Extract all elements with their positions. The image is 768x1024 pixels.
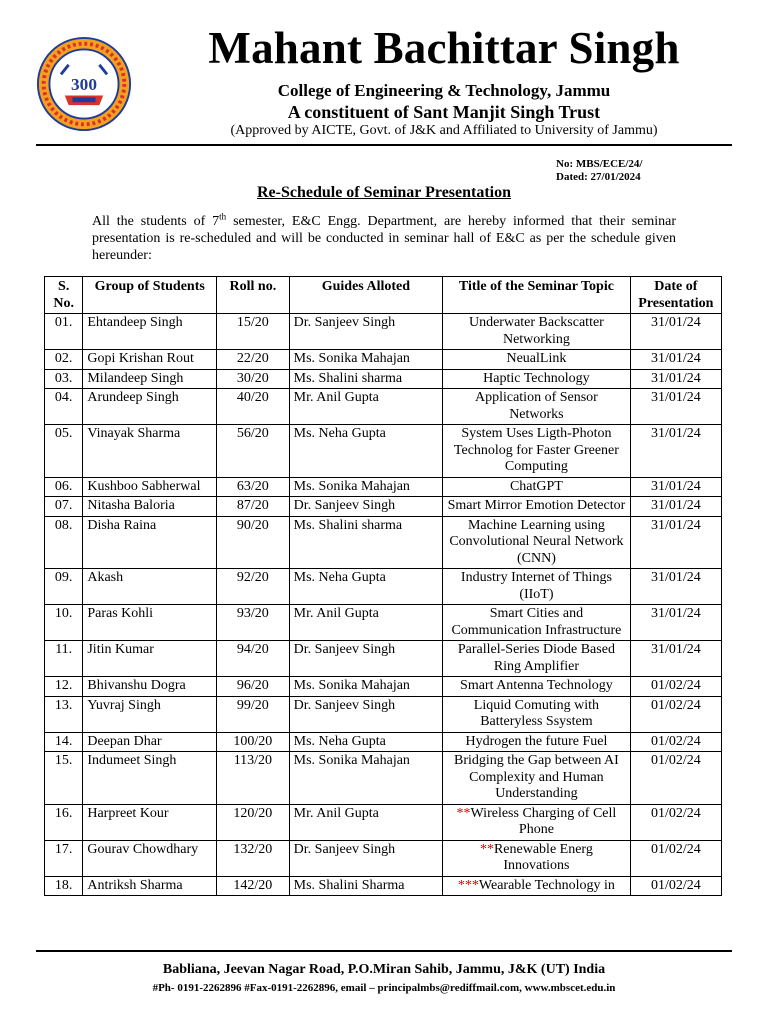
table-row bbox=[45, 425, 722, 478]
cell-roll-no: 96/20 bbox=[217, 677, 290, 697]
intro-paragraph bbox=[92, 213, 676, 264]
college-subtitle: College of Engineering & Technology, Jammu bbox=[277, 81, 611, 100]
topic-text: Smart Antenna Technology bbox=[460, 678, 613, 693]
topic-text: Renewable Energ Innovations bbox=[493, 841, 593, 873]
cell-topic bbox=[443, 497, 631, 517]
topic-text: Bridging the Gap between AI Complexity and Human Understanding bbox=[453, 753, 619, 801]
cell-topic bbox=[443, 569, 631, 605]
topic-text: Wireless Charging of Cell Phone bbox=[470, 805, 617, 837]
topic-text: ChatGPT bbox=[509, 478, 563, 494]
cell-date: 31/01/24 bbox=[630, 605, 721, 641]
cell-student-name: Milandeep Singh bbox=[83, 369, 217, 389]
cell-guide: Ms. Sonika Mahajan bbox=[289, 350, 442, 370]
cell-roll-no: 63/20 bbox=[217, 477, 290, 497]
cell-guide: Ms. Sonika Mahajan bbox=[289, 677, 442, 697]
table-row bbox=[45, 605, 722, 641]
cell-guide: Ms. Shalini sharma bbox=[289, 369, 442, 389]
cell-date: 31/01/24 bbox=[630, 477, 721, 497]
reference-number: No: MBS/ECE/24/ bbox=[556, 158, 643, 170]
cell-student-name: Akash bbox=[83, 569, 217, 605]
cell-date: 31/01/24 bbox=[630, 569, 721, 605]
table-row bbox=[45, 314, 722, 350]
table-row bbox=[45, 369, 722, 389]
table-row bbox=[45, 876, 722, 896]
cell-serial-no: 13. bbox=[45, 696, 83, 732]
cell-roll-no: 120/20 bbox=[217, 804, 290, 840]
topic-text: NeualLink bbox=[506, 351, 567, 366]
cell-topic bbox=[443, 732, 631, 752]
cell-serial-no: 10. bbox=[45, 605, 83, 641]
cell-serial-no: 07. bbox=[45, 497, 83, 517]
cell-date: 01/02/24 bbox=[630, 677, 721, 697]
cell-serial-no: 14. bbox=[45, 732, 83, 752]
topic-text: Haptic Technology bbox=[483, 370, 590, 386]
cell-guide: Mr. Anil Gupta bbox=[289, 389, 442, 425]
cell-topic bbox=[443, 350, 631, 370]
approval-line: (Approved by AICTE, Govt. of J&K and Affiliated to University of Jammu) bbox=[230, 123, 658, 138]
topic-text: Parallel-Series Diode Based Ring Amplifier bbox=[457, 642, 615, 674]
table-row bbox=[45, 732, 722, 752]
cell-guide: Ms. Shalini Sharma bbox=[289, 876, 442, 896]
cell-topic bbox=[443, 840, 631, 876]
cell-guide: Ms. Shalini sharma bbox=[289, 516, 442, 569]
header-divider bbox=[36, 144, 732, 146]
footer-contact: #Ph- 0191-2262896 #Fax-0191-2262896, email – principalmbs@rediffmail.com, www.mbscet.edu.in bbox=[152, 982, 616, 994]
cell-roll-no: 94/20 bbox=[217, 641, 290, 677]
table-row bbox=[45, 477, 722, 497]
cell-guide: Ms. Sonika Mahajan bbox=[289, 477, 442, 497]
cell-roll-no: 15/20 bbox=[217, 314, 290, 350]
cell-date: 31/01/24 bbox=[630, 350, 721, 370]
cell-student-name: Arundeep Singh bbox=[83, 389, 217, 425]
table-row bbox=[45, 804, 722, 840]
cell-roll-no: 99/20 bbox=[217, 696, 290, 732]
cell-topic bbox=[443, 389, 631, 425]
cell-serial-no: 02. bbox=[45, 350, 83, 370]
cell-roll-no: 92/20 bbox=[217, 569, 290, 605]
table-row bbox=[45, 516, 722, 569]
reference-date: Dated: 27/01/2024 bbox=[556, 171, 641, 183]
cell-student-name: Bhivanshu Dogra bbox=[83, 677, 217, 697]
cell-student-name: Paras Kohli bbox=[83, 605, 217, 641]
cell-student-name: Kushboo Sabherwal bbox=[83, 477, 217, 497]
cell-serial-no: 11. bbox=[45, 641, 83, 677]
cell-roll-no: 87/20 bbox=[217, 497, 290, 517]
topic-text: Industry Internet of Things (IIoT) bbox=[460, 570, 612, 602]
cell-student-name: Antriksh Sharma bbox=[83, 876, 217, 896]
cell-serial-no: 15. bbox=[45, 752, 83, 805]
table-row bbox=[45, 840, 722, 876]
topic-text: System Uses Ligth-Photon Technolog for Faster Greener Computing bbox=[453, 426, 619, 474]
cell-date: 01/02/24 bbox=[630, 876, 721, 896]
header-roll-no: Roll no. bbox=[217, 277, 290, 314]
cell-roll-no: 22/20 bbox=[217, 350, 290, 370]
letterhead bbox=[0, 0, 768, 150]
table-header-row bbox=[45, 277, 722, 314]
priority-marker: ** bbox=[479, 841, 494, 857]
cell-student-name: Gopi Krishan Rout bbox=[83, 350, 217, 370]
cell-serial-no: 01. bbox=[45, 314, 83, 350]
cell-roll-no: 113/20 bbox=[217, 752, 290, 805]
cell-guide: Ms. Neha Gupta bbox=[289, 425, 442, 478]
cell-date: 01/02/24 bbox=[630, 696, 721, 732]
trust-subtitle: A constituent of Sant Manjit Singh Trust bbox=[287, 102, 601, 122]
table-row bbox=[45, 641, 722, 677]
topic-text: Wearable Technology in bbox=[478, 877, 615, 893]
cell-topic bbox=[443, 641, 631, 677]
cell-roll-no: 56/20 bbox=[217, 425, 290, 478]
cell-date: 31/01/24 bbox=[630, 314, 721, 350]
cell-date: 01/02/24 bbox=[630, 732, 721, 752]
cell-roll-no: 30/20 bbox=[217, 369, 290, 389]
cell-student-name: Indumeet Singh bbox=[83, 752, 217, 805]
cell-date: 31/01/24 bbox=[630, 369, 721, 389]
header-guides: Guides Alloted bbox=[289, 277, 442, 314]
cell-serial-no: 09. bbox=[45, 569, 83, 605]
footer-address: Babliana, Jeevan Nagar Road, P.O.Miran Sahib, Jammu, J&K (UT) India bbox=[162, 962, 606, 977]
cell-date: 31/01/24 bbox=[630, 497, 721, 517]
cell-date: 01/02/24 bbox=[630, 804, 721, 840]
intro-text-end: semester, E&C Engg. Department, are hereby informed that their seminar presentation is re-scheduled and will be conducted in seminar hall of E&C as per the schedule given hereunder: bbox=[92, 214, 677, 263]
topic-text: Smart Mirror Emotion Detector bbox=[447, 498, 626, 513]
cell-serial-no: 17. bbox=[45, 840, 83, 876]
header-group: Group of Students bbox=[83, 277, 217, 314]
table-row bbox=[45, 350, 722, 370]
topic-text: Hydrogen the future Fuel bbox=[465, 733, 608, 749]
cell-topic bbox=[443, 369, 631, 389]
cell-roll-no: 142/20 bbox=[217, 876, 290, 896]
table-row bbox=[45, 497, 722, 517]
cell-student-name: Ehtandeep Singh bbox=[83, 314, 217, 350]
cell-guide: Ms. Neha Gupta bbox=[289, 732, 442, 752]
table-row bbox=[45, 696, 722, 732]
cell-serial-no: 03. bbox=[45, 369, 83, 389]
cell-student-name: Harpreet Kour bbox=[83, 804, 217, 840]
header-date: Date of Presentation bbox=[630, 277, 721, 314]
cell-date: 31/01/24 bbox=[630, 389, 721, 425]
cell-guide: Dr. Sanjeev Singh bbox=[289, 840, 442, 876]
cell-student-name: Deepan Dhar bbox=[83, 732, 217, 752]
cell-topic bbox=[443, 876, 631, 896]
intro-text-start: All the students of 7 bbox=[92, 214, 220, 229]
footer-divider bbox=[36, 950, 732, 952]
cell-guide: Ms. Neha Gupta bbox=[289, 569, 442, 605]
header-serial-no: S. No. bbox=[45, 277, 83, 314]
cell-serial-no: 05. bbox=[45, 425, 83, 478]
cell-topic bbox=[443, 425, 631, 478]
topic-text: Liquid Comuting with Batteryless Ssystem bbox=[473, 697, 600, 729]
table-row bbox=[45, 752, 722, 805]
cell-student-name: Gourav Chowdhary bbox=[83, 840, 217, 876]
table-row bbox=[45, 677, 722, 697]
cell-roll-no: 132/20 bbox=[217, 840, 290, 876]
notice-title: Re-Schedule of Seminar Presentation bbox=[256, 184, 512, 201]
cell-roll-no: 93/20 bbox=[217, 605, 290, 641]
table-row bbox=[45, 389, 722, 425]
cell-serial-no: 16. bbox=[45, 804, 83, 840]
cell-student-name: Yuvraj Singh bbox=[83, 696, 217, 732]
cell-date: 31/01/24 bbox=[630, 516, 721, 569]
topic-text: Application of Sensor Networks bbox=[474, 390, 598, 422]
cell-guide: Dr. Sanjeev Singh bbox=[289, 497, 442, 517]
cell-roll-no: 40/20 bbox=[217, 389, 290, 425]
cell-student-name: Vinayak Sharma bbox=[83, 425, 217, 478]
cell-serial-no: 04. bbox=[45, 389, 83, 425]
cell-date: 01/02/24 bbox=[630, 752, 721, 805]
cell-guide: Dr. Sanjeev Singh bbox=[289, 696, 442, 732]
topic-text: Underwater Backscatter Networking bbox=[468, 315, 604, 347]
cell-student-name: Nitasha Baloria bbox=[83, 497, 217, 517]
cell-student-name: Jitin Kumar bbox=[83, 641, 217, 677]
header-topic: Title of the Seminar Topic bbox=[443, 277, 631, 314]
cell-guide: Ms. Sonika Mahajan bbox=[289, 752, 442, 805]
cell-serial-no: 18. bbox=[45, 876, 83, 896]
logo-number: 300 bbox=[71, 74, 97, 94]
cell-guide: Mr. Anil Gupta bbox=[289, 804, 442, 840]
cell-serial-no: 08. bbox=[45, 516, 83, 569]
cell-serial-no: 12. bbox=[45, 677, 83, 697]
cell-topic bbox=[443, 477, 631, 497]
institute-name: Mahant Bachittar Singh bbox=[208, 23, 680, 73]
cell-student-name: Disha Raina bbox=[83, 516, 217, 569]
cell-date: 01/02/24 bbox=[630, 840, 721, 876]
cell-topic bbox=[443, 605, 631, 641]
cell-topic bbox=[443, 804, 631, 840]
priority-marker: *** bbox=[457, 877, 479, 893]
seminar-schedule-table bbox=[44, 276, 722, 896]
table-body bbox=[45, 314, 722, 896]
cell-serial-no: 06. bbox=[45, 477, 83, 497]
cell-topic bbox=[443, 516, 631, 569]
cell-guide: Mr. Anil Gupta bbox=[289, 605, 442, 641]
cell-roll-no: 100/20 bbox=[217, 732, 290, 752]
cell-topic bbox=[443, 696, 631, 732]
cell-guide: Dr. Sanjeev Singh bbox=[289, 641, 442, 677]
table-row bbox=[45, 569, 722, 605]
cell-topic bbox=[443, 677, 631, 697]
priority-marker: ** bbox=[456, 805, 471, 821]
cell-roll-no: 90/20 bbox=[217, 516, 290, 569]
intro-superscript: th bbox=[219, 211, 227, 222]
topic-text: Smart Cities and Communication Infrastructure bbox=[451, 606, 622, 638]
topic-text: Machine Learning using Convolutional Neural Network (CNN) bbox=[449, 517, 624, 566]
cell-guide: Dr. Sanjeev Singh bbox=[289, 314, 442, 350]
cell-topic bbox=[443, 314, 631, 350]
cell-date: 31/01/24 bbox=[630, 425, 721, 478]
cell-date: 31/01/24 bbox=[630, 641, 721, 677]
cell-topic bbox=[443, 752, 631, 805]
